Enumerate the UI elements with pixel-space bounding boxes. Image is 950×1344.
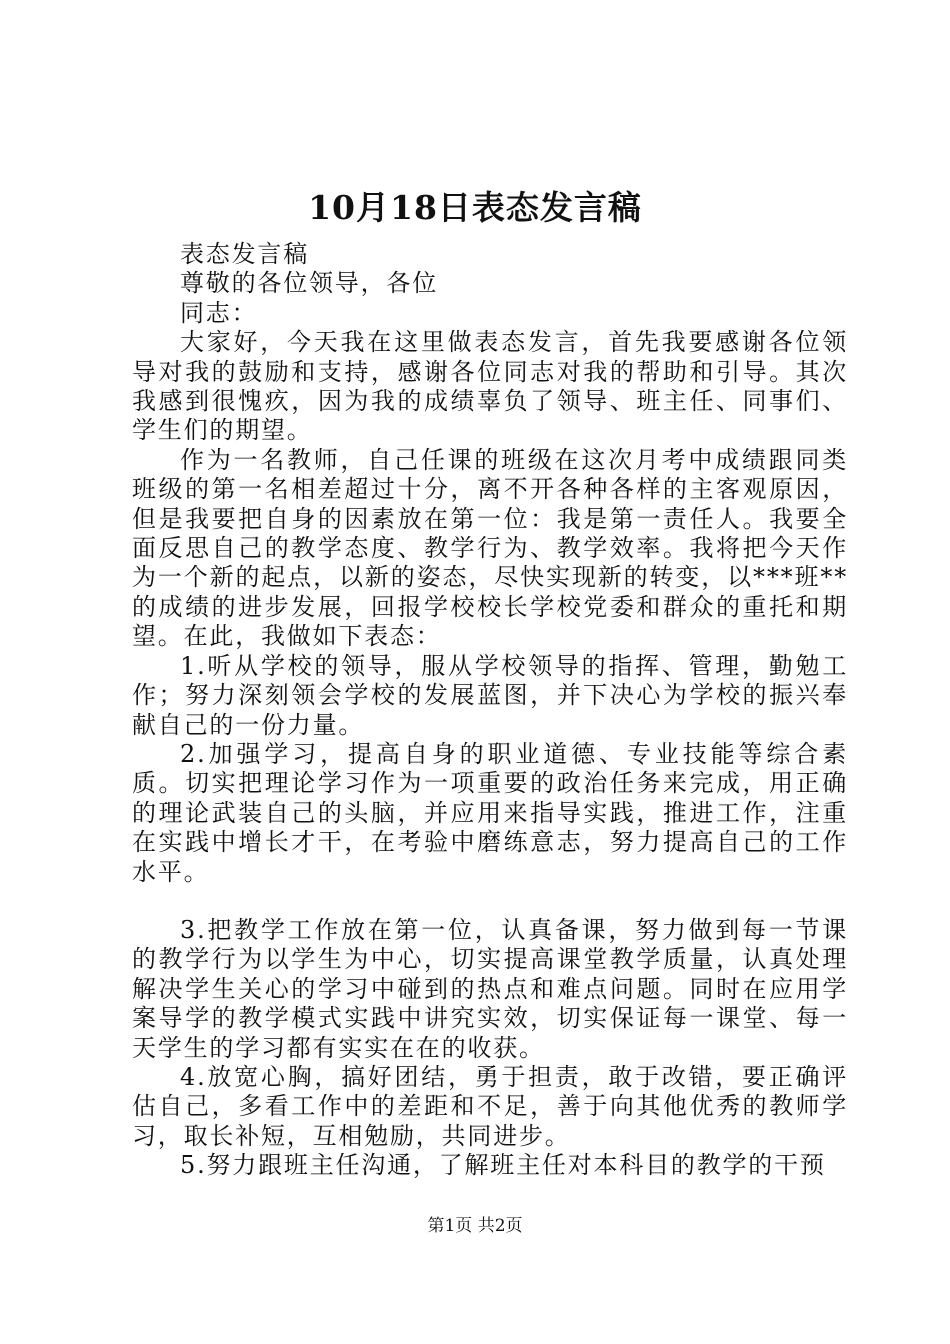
paragraph-salutation-cont: 同志： [180, 298, 258, 327]
paragraph-heading: 表态发言稿 [180, 240, 309, 268]
paragraph-pledge-3: 3.把教学工作放在第一位，认真备课，努力做到每一节课的教学行为以学生为中心，切实提高课堂教学质量，认真处理解决学生关心的学习中碰到的热点和难点问题。同时在应用学案导学的教学模式实践中讲究实效，切实保证每一课堂、每一天学生的学习都有实实在在的收获。 [132, 915, 848, 1062]
paragraph-reflection: 作为一名教师，自己任课的班级在这次月考中成绩跟同类班级的第一名相差超过十分，离不开各种各样的主客观原因，但是我要把自身的因素放在第一位：我是第一责任人。我要全面反思自己的教学态度、教学行为、教学效率。我将把今天作为一个新的起点，以新的姿态，尽快实现新的转变，以***班**的成绩的进步发展，回报学校校长学校党委和群众的重托和期望。在此，我做如下表态： [132, 445, 848, 651]
document-title: 10月18日表态发言稿 [308, 188, 642, 227]
paragraph-greeting: 大家好，今天我在这里做表态发言，首先我要感谢各位领导对我的鼓励和支持，感谢各位同志对我的帮助和引导。其次我感到很愧疚，因为我的成绩辜负了领导、班主任、同事们、学生们的期望。 [132, 328, 848, 445]
page-footer: 第1页 共2页 [427, 1216, 523, 1236]
paragraph-pledge-4: 4.放宽心胸，搞好团结，勇于担责，敢于改错，要正确评估自己，多看工作中的差距和不足，善于向其他优秀的教师学习，取长补短，互相勉励，共同进步。 [132, 1062, 848, 1150]
paragraph-salutation: 尊敬的各位领导，各位 [180, 269, 438, 298]
paragraph-pledge-1: 1.听从学校的领导，服从学校领导的指挥、管理，勤勉工作；努力深刻领会学校的发展蓝图，并下决心为学校的振兴奉献自己的一份力量。 [132, 651, 848, 739]
paragraph-pledge-5: 5.努力跟班主任沟通，了解班主任对本科目的教学的干预 [180, 1151, 826, 1180]
paragraph-pledge-2: 2.加强学习，提高自身的职业道德、专业技能等综合素质。切实把理论学习作为一项重要的政治任务来完成，用正确的理论武装自己的头脑，并应用来指导实践，推进工作，注重在实践中增长才干，在考验中磨练意志，努力提高自己的工作水平。 [132, 739, 848, 886]
document-body [132, 240, 848, 1181]
